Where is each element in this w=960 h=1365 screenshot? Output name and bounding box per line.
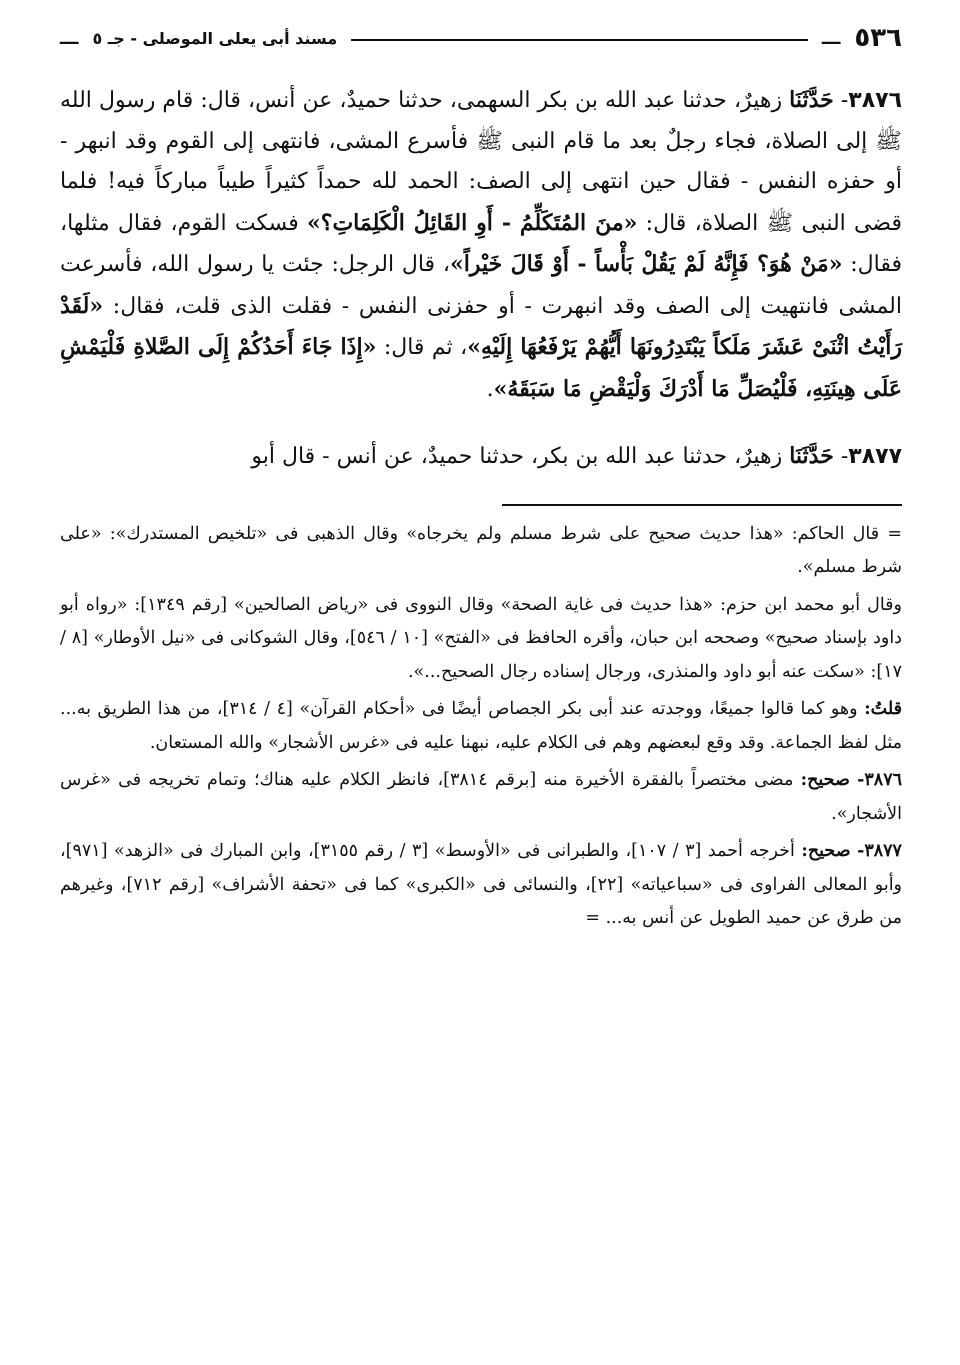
hadith-end: . (486, 376, 494, 402)
footnote-text: أخرجه أحمد [٣ / ١٠٧]، والطبرانى فى «الأوسط» [٣ / رقم ٣١٥٥]، وابن المبارك فى «الزهد» [٩٧١]، وأبو المعالى الفراوى فى «سباعياته» [٢٢]، والنسائى فى «الكبرى» كما فى «تحفة الأشراف» [رقم ٧١٢]، وغيرهم من طرق عن حميد الطويل عن أنس به... = (60, 841, 903, 928)
footnote-text: مضى مختصراً بالفقرة الأخيرة منه [برقم ٣٨١٤]، فانظر الكلام عليه هناك؛ وتمام تخريجه فى «غرس الأشجار». (60, 770, 902, 824)
prophetic-quote: «إِذَا جَاءَ أَحَدُكُمْ إِلَى الصَّلاةِ فَلْيَمْشِ عَلَى هِينَتِهِ، فَلْيُصَلِّ مَا أَدْرَكَ وَلْيَقْضِ مَا سَبَقَهُ» (60, 334, 902, 402)
hadith-head-word: حَدَّثَنَا (789, 87, 834, 113)
hadith-text: زهيرٌ، حدثنا عبد الله بن بكر السهمى، حدثنا حميدٌ، عن أنس، قال: قام رسول الله ﷺ إلى الصلاة، فجاء رجلٌ بعد ما قام النبى ﷺ فأسرع المشى، فانتهى إلى القوم وقد انبهر - أو حفزه النفس - فقال حين انتهى إلى الصف: الحمد لله حمداً كثيراً طيباً مباركاً فيه! فلما قضى النبى ﷺ الصلاة، قال: (60, 88, 902, 236)
hadith-text: ، ثم قال: (383, 335, 468, 360)
prophetic-quote: «لَقَدْ رَأَيْتُ اثْنَىْ عَشَرَ مَلَكاً يَبْتَدِرُونَهَا أَيُّهُمْ يَرْفَعُهَا إِلَيْهِ» (60, 292, 903, 360)
footnote-qultu (60, 693, 902, 760)
footnote-ibn-hazm (60, 589, 902, 690)
prophetic-quote: «مَنْ هُوَ؟ فَإِنَّهُ لَمْ يَقُلْ بَأْساً - أَوْ قَالَ خَيْراً» (449, 251, 843, 277)
hadith-text: ، قال الرجل: جئت يا رسول الله، فأسرعت المشى فانتهيت إلى الصف وقد انبهرت - أو حفزنى النفس - فقلت الذى قلت، فقال: (60, 252, 903, 319)
hadith-number: ٣٨٧٧ (848, 444, 902, 469)
footnote-separator (502, 504, 902, 506)
footnote-text: وهو كما قالوا جميعًا، ووجدته عند أبى بكر الجصاص أيضًا فى «أحكام القرآن» [٤ / ٣١٤]، من هذا الطريق به... مثل لفظ الجماعة. وقد وقع لبعضهم وهم فى الكلام عليه، نبهنا عليه فى «غرس الأشجار» والله المستعان. (60, 699, 902, 753)
hadith-3877: ٣٨٧٧- حَدَّثَنَا زهيرٌ، حدثنا عبد الله بن بكر، حدثنا حميدٌ، عن أنس - قال أبو (251, 443, 902, 469)
hadith-3876: ٣٨٧٦- حَدَّثَنَا زهيرٌ، حدثنا عبد الله بن بكر السهمى، حدثنا حميدٌ، عن أنس، قال: قام رسول الله ﷺ إلى الصلاة، فجاء رجلٌ بعد ما قام النبى ﷺ فأسرع المشى، فانتهى إلى القوم وقد انبهر - أو حفزه النفس - فقال حين انتهى إلى الصف: الحمد لله حمداً كثيراً طيباً مباركاً فيه! فلما قضى النبى ﷺ الصلاة، قال: «منَ المُتَكَلِّمُ - أَوِ القَائِلُ الْكَلِمَاتِ؟» فسكت القوم، فقال مثلها، فقال: «مَنْ هُوَ؟ فَإِنَّهُ لَمْ يَقُلْ بَأْساً - أَوْ قَالَ خَيْراً»، قال الرجل: جئت يا رسول الله، فأسرعت المشى فانتهيت إلى الصف وقد انبهرت - أو حفزنى النفس - فقلت الذى قلت، فقال: «لَقَدْ رَأَيْتُ اثْنَىْ عَشَرَ مَلَكاً يَبْتَدِرُونَهَا أَيُّهُمْ يَرْفَعُهَا إِلَيْهِ»، ثم قال: «إِذَا جَاءَ أَحَدُكُمْ إِلَى الصَّلاةِ فَلْيَمْشِ عَلَى هِينَتِهِ، فَلْيُصَلِّ مَا أَدْرَكَ وَلْيَقْضِ مَا سَبَقَهُ». (60, 87, 903, 402)
main-text (60, 80, 902, 478)
footnotes (60, 518, 902, 936)
hadith-number: ٣٨٧٦ (848, 88, 902, 113)
header-rule (351, 39, 808, 41)
footnote-grade: صحيح: (801, 841, 851, 861)
page-header (60, 18, 902, 58)
footnote-text: وقال أبو محمد ابن حزم: «هذا حديث فى غاية الصحة» وقال النووى فى «رياض الصالحين» [رقم ١٣٤٩]: «رواه أبو داود بإسناد صحيح» وصححه ابن حبان، وأقره الحافظ فى «الفتح» [١٠ / ٥٤٦]، وقال الشوكانى فى «نيل الأوطار» [٨ / ١٧]: «سكت عنه أبو داود والمنذرى، ورجال إسناده رجال الصحيح...». (60, 594, 902, 682)
continuation-mark: = (887, 523, 902, 544)
hadith-text: فسكت القوم، فقال مثلها، فقال: (60, 210, 903, 277)
footnote-text: قال الحاكم: «هذا حديث صحيح على شرط مسلم ولم يخرجاه» وقال الذهبى فى «تلخيص المستدرك»: «على شرط مسلم». (60, 523, 902, 577)
book-page (60, 18, 902, 936)
header-dash-right: ـــ (821, 27, 841, 49)
footnote-3876 (60, 764, 902, 831)
footnote-label: قلتُ: (864, 699, 902, 719)
running-title: مسند أبى يعلى الموصلى - جـ ٥ (92, 28, 338, 48)
header-dash-left: ـــ (60, 27, 79, 49)
footnote-number: ٣٨٧٦- (857, 770, 902, 790)
hadith-text: زهيرٌ، حدثنا عبد الله بن بكر، حدثنا حميدٌ، عن أنس - قال أبو (251, 444, 783, 469)
footnote-3877 (60, 835, 902, 936)
page-number: ٥٣٦ (854, 23, 902, 53)
footnote-hakim (60, 518, 902, 585)
prophetic-quote: «منَ المُتَكَلِّمُ - أَوِ القَائِلُ الْكَلِمَاتِ؟» (307, 209, 638, 236)
footnote-number: ٣٨٧٧- (857, 841, 902, 861)
hadith-head-word: حَدَّثَنَا (789, 443, 834, 469)
footnote-grade: صحيح: (800, 770, 850, 790)
